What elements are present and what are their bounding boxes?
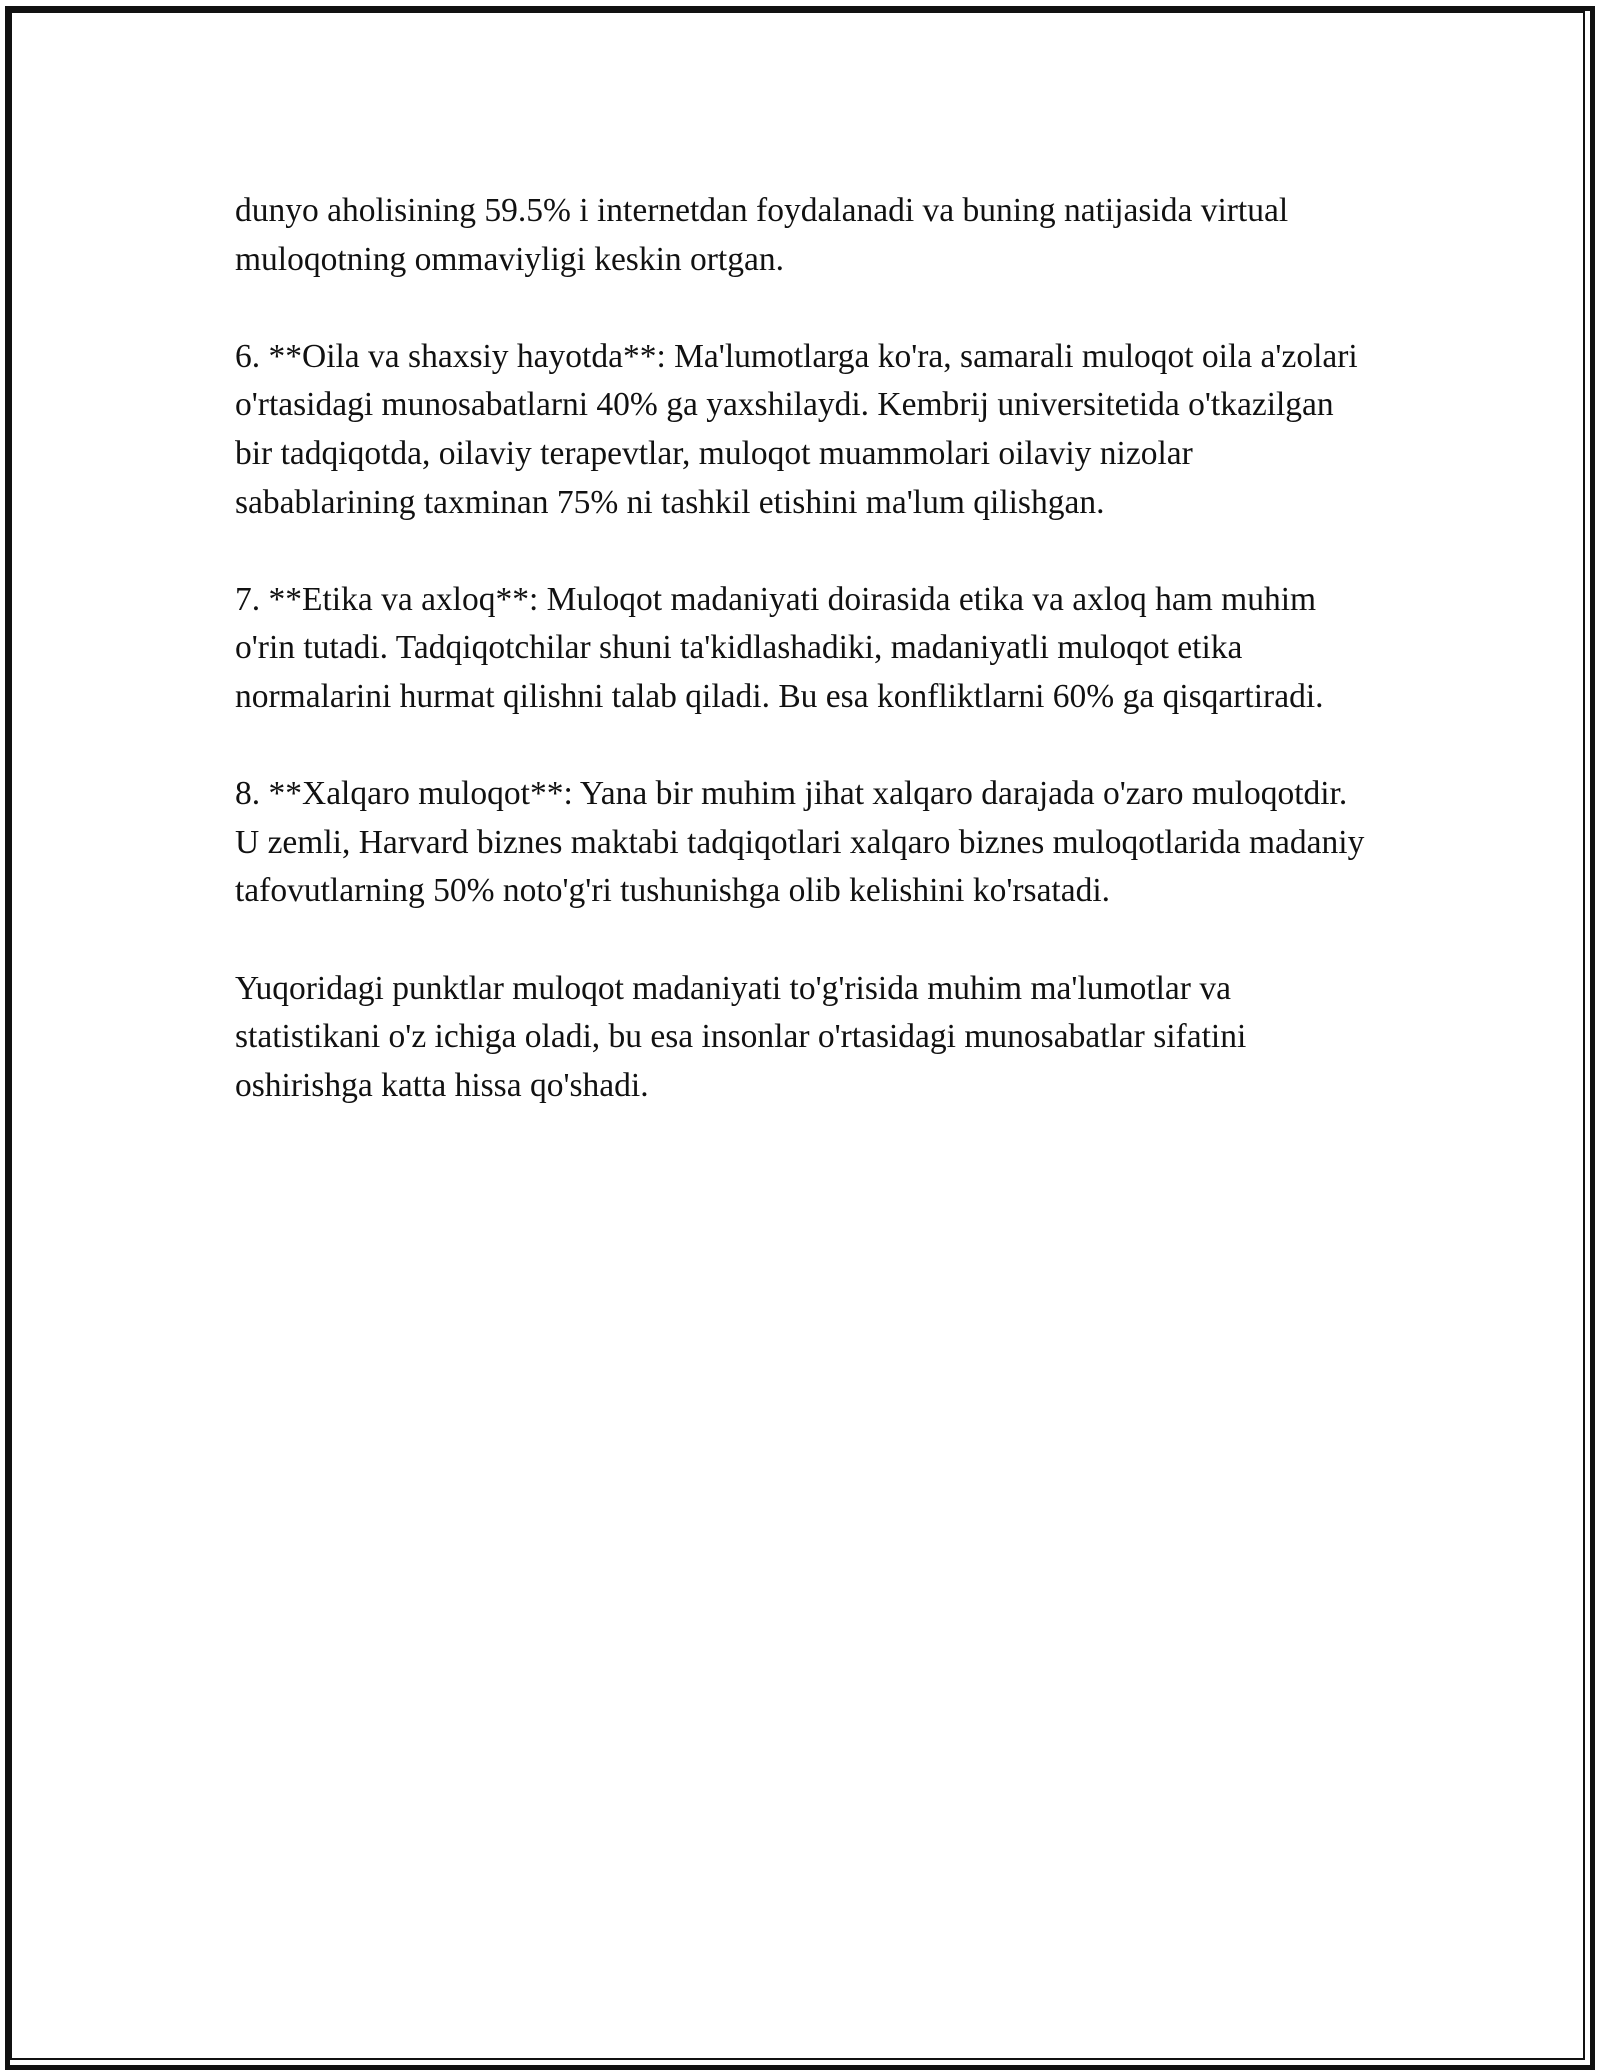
paragraph-conclusion: Yuqoridagi punktlar muloqot madaniyati to'g'risida muhim ma'lumotlar va statistikani o'z ichiga oladi, bu esa insonlar o'rtasidagi munosabatlar sifatini oshirishga katta hissa qo'shadi. (235, 969, 1247, 1104)
document-body (235, 187, 1365, 1110)
paragraph-family-life: 6. **Oila va shaxsiy hayotda**: Ma'lumotlarga ko'ra, samarali muloqot oila a'zolari o'rtasidagi munosabatlarni 40% ga yaxshilaydi. Kembrij universitetida o'tkazilgan bir tadqiqotda, oilaviy terapevtlar, muloqot muammolari oilaviy nizolar sabablarining taxminan 75% ni tashkil etishini ma'lum qilishgan. (235, 337, 1358, 521)
paragraph-international-communication: 8. **Xalqaro muloqot**: Yana bir muhim jihat xalqaro darajada o'zaro muloqotdir. U zemli, Harvard biznes maktabi tadqiqotlari xalqaro biznes muloqotlarida madaniy tafovutlarning 50% noto'g'ri tushunishga olib kelishini ko'rsatadi. (235, 775, 1365, 910)
paragraph-ethics: 7. **Etika va axloq**: Muloqot madaniyati doirasida etika va axloq ham muhim o'rin tutadi. Tadqiqotchilar shuni ta'kidlashadiki, madaniyatli muloqot etika normalarini hurmat qilishni talab qiladi. Bu esa konfliktlarni 60% ga qisqartiradi. (235, 580, 1324, 715)
paragraph-intro-continuation: dunyo aholisining 59.5% i internetdan foydalanadi va buning natijasida virtual muloqotning ommaviyligi keskin ortgan. (235, 192, 1289, 278)
